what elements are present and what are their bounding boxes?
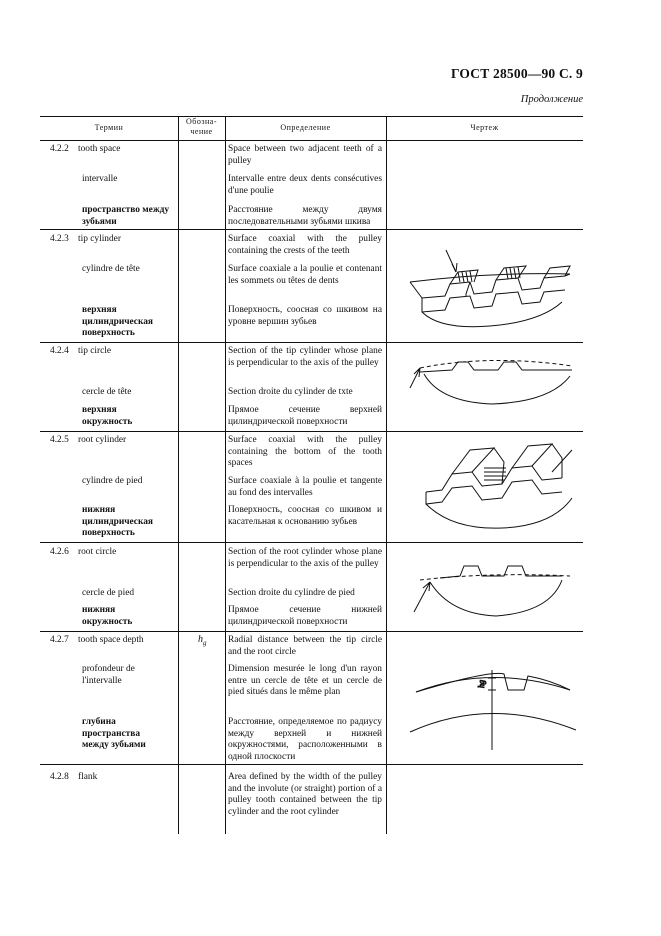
definition-en: Surface coaxial with the pulley containing the bottom of the tooth spaces — [228, 435, 382, 468]
term-fr: cercle de pied — [82, 588, 135, 598]
term-ru: верхняя цилиндрическая поверхность — [82, 305, 153, 338]
symbol-hg: $h_g$ — [198, 634, 207, 647]
term-ru: глубина пространства между зубьями — [82, 717, 146, 750]
term-number: 4.2.3 — [50, 234, 69, 244]
definition-ru: Поверхность, соосная со шкивом на уровне вершин зубьев — [228, 305, 382, 327]
definition-fr: Section droite du cylinder de txte — [228, 387, 353, 397]
definition-fr: Surface coaxiale à la poulie et tangente au fond des intervalles — [228, 476, 382, 498]
svg-text:hg: hg — [477, 680, 486, 688]
term-en: flank — [78, 772, 98, 782]
definition-en: Area defined by the width of the pulley and the involute (or straight) portion of a pulley tooth contained between the tip cylinder and the root cylinder — [228, 772, 382, 817]
term-fr: cercle de tête — [82, 387, 132, 397]
term-number: 4.2.5 — [50, 435, 69, 445]
term-number: 4.2.7 — [50, 635, 69, 645]
term-en: tooth space depth — [78, 635, 144, 645]
root-circle-drawing — [400, 554, 580, 624]
term-en: tip circle — [78, 346, 112, 356]
term-fr: intervalle — [82, 174, 118, 184]
header-drawing: Чертеж — [470, 123, 499, 132]
root-cylinder-drawing — [412, 442, 584, 534]
definition-ru: Расстояние, определяемое по радиусу между верхней и нижней окружностями, расположенными в одной плоскости — [228, 717, 382, 762]
tooth-depth-drawing — [400, 654, 580, 754]
term-en: tooth space — [78, 144, 121, 154]
page-header: ГОСТ 28500—90 С. 9 — [450, 66, 583, 81]
term-fr: cylindre de pied — [82, 476, 143, 486]
definition-ru: Прямое сечение верхней цилиндрической поверхности — [228, 405, 382, 427]
term-en: root circle — [78, 547, 117, 557]
terms-table — [40, 116, 583, 834]
term-ru: нижняя цилиндрическая поверхность — [82, 505, 153, 538]
term-number: 4.2.2 — [50, 144, 69, 154]
term-en: tip cylinder — [78, 234, 121, 244]
definition-fr: Surface coaxiale a la poulie et contenant les sommets ou têtes de dents — [228, 264, 382, 286]
definition-fr: Intervalle entre deux dents consécutives d'une poulie — [228, 174, 382, 196]
header-definition: Определение — [280, 123, 331, 132]
continuation-label: Продолжение — [520, 94, 583, 105]
term-ru: пространство между зубьями — [82, 205, 170, 227]
definition-ru: Прямое сечение нижней цилиндрической поверхности — [228, 605, 382, 627]
definition-en: Section of the root cylinder whose plane is perpendicular to the axis of the pulley — [228, 547, 382, 569]
term-number: 4.2.8 — [50, 772, 69, 782]
definition-fr: Dimension mesurée le long d'un rayon entre un cercle de tête et un cercle de pied situés dans le même plan — [228, 664, 382, 697]
header-term: Термин — [94, 123, 124, 132]
definition-fr: Section droite du cylindre de pied — [228, 588, 355, 598]
term-en: root cylinder — [78, 435, 127, 445]
definition-en: Section of the tip cylinder whose plane is perpendicular to the axis of the pulley — [228, 346, 382, 368]
definition-en: Radial distance between the tip circle and the root circle — [228, 635, 382, 657]
definition-en: Surface coaxial with the pulley containing the crests of the teeth — [228, 234, 382, 256]
definition-ru: Поверхность, соосная со шкивом и касательная к основанию зубьев — [228, 505, 382, 527]
term-fr: profondeur de l'intervalle — [82, 664, 135, 686]
term-fr: cylindre de tête — [82, 264, 140, 274]
term-number: 4.2.6 — [50, 547, 69, 557]
tip-cylinder-drawing — [400, 242, 580, 332]
term-ru: верхняя окружность — [82, 405, 133, 427]
term-number: 4.2.4 — [50, 346, 69, 356]
definition-en: Space between two adjacent teeth of a pulley — [228, 144, 382, 166]
definition-ru: Расстояние между двумя последовательными зубьями шкива — [228, 205, 382, 227]
header-symbol: Обозна- чение — [185, 117, 217, 136]
term-ru: нижняя окружность — [82, 605, 133, 627]
tip-circle-drawing — [400, 352, 580, 414]
